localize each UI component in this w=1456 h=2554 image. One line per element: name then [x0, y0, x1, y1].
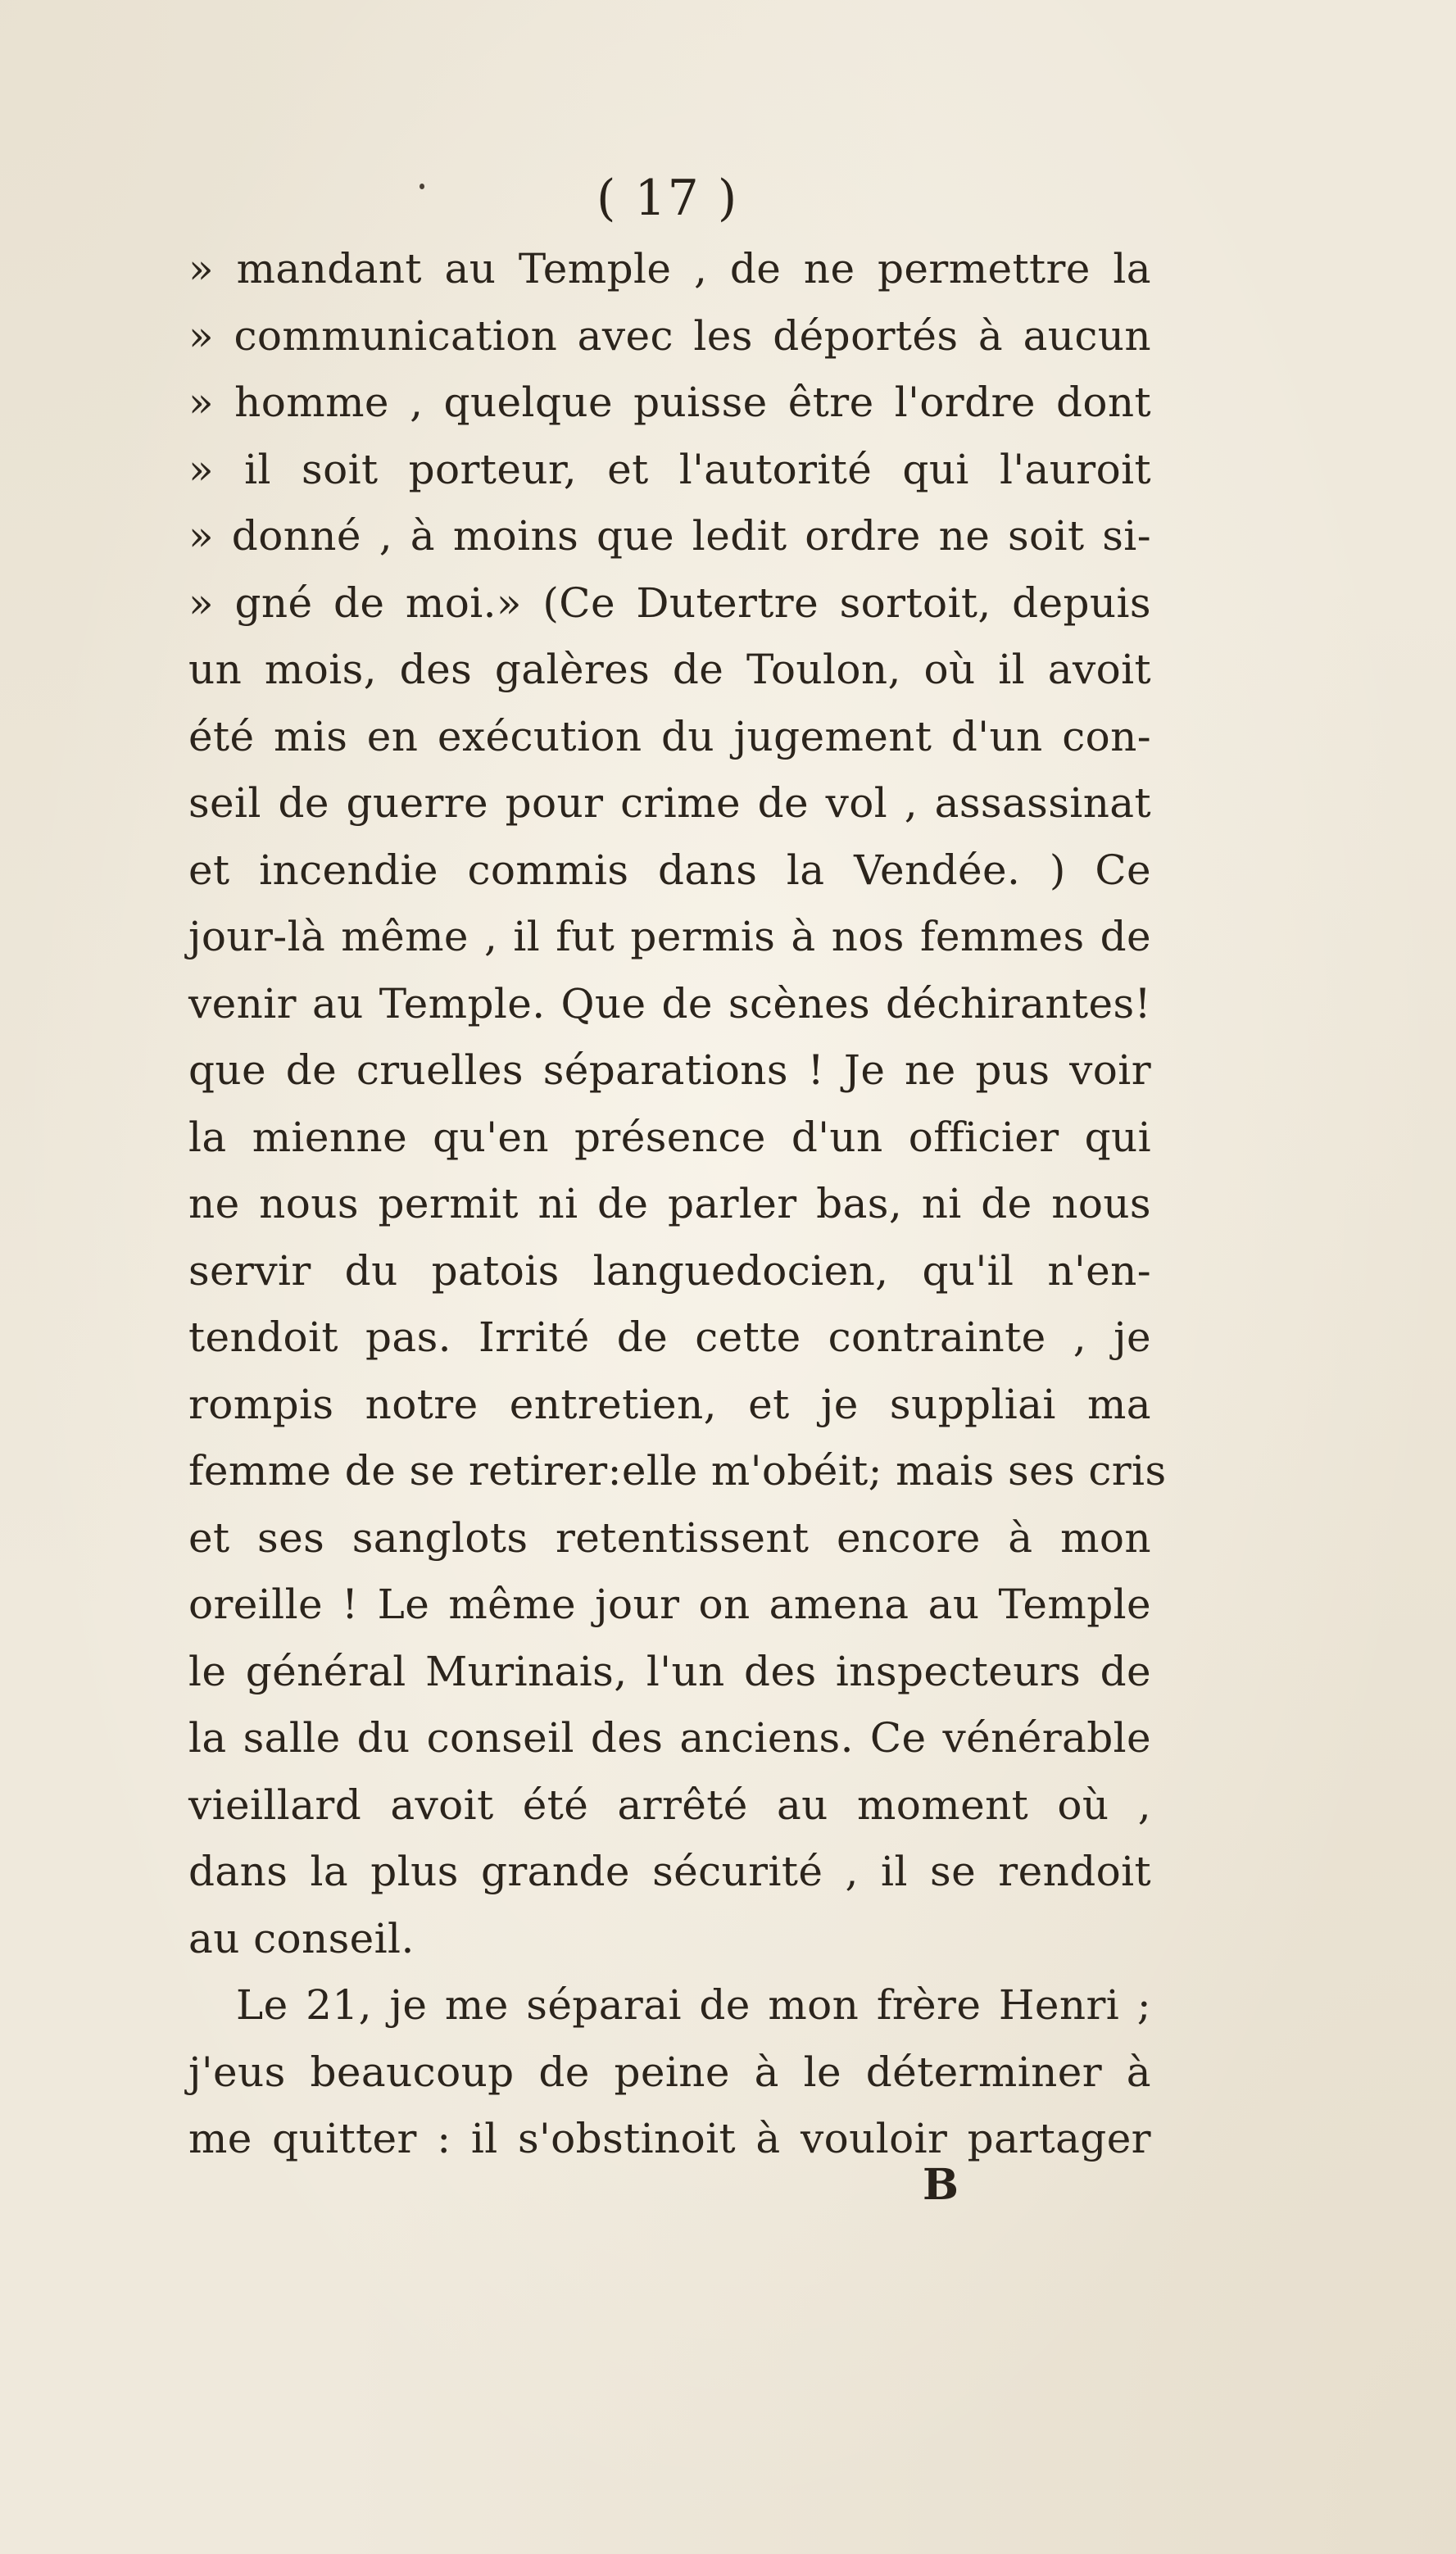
text-line: me quitter : il s'obstinoit à vouloir partager [188, 2115, 1151, 2162]
text-line: ne nous permit ni de parler bas, ni de nous [188, 1180, 1151, 1227]
text-line: » mandant au Temple , de ne permettre la [188, 245, 1151, 293]
text-line: tendoit pas. Irrité de cette contrainte , je [188, 1313, 1151, 1361]
text-line: j'eus beaucoup de peine à le déterminer à [188, 2048, 1151, 2096]
text-line: au conseil. [188, 1914, 415, 1962]
page-number: ( 17 ) [596, 170, 739, 227]
text-line: été mis en exécution du jugement d'un con- [188, 712, 1151, 760]
text-line: la mienne qu'en présence d'un officier qui [188, 1113, 1151, 1161]
text-line: femme de se retirer:elle m'obéit; mais ses cris [188, 1447, 1167, 1495]
text-line: le général Murinais, l'un des inspecteurs de [188, 1647, 1151, 1695]
text-line: la salle du conseil des anciens. Ce vénérable [188, 1714, 1151, 1762]
text-line: dans la plus grande sécurité , il se rendoit [188, 1848, 1151, 1895]
text-line: » gné de moi.» (Ce Dutertre sortoit, depuis [188, 578, 1151, 627]
text-line: » communication avec les déportés à aucun [188, 311, 1151, 360]
text-line: venir au Temple. Que de scènes déchirantes! [188, 979, 1151, 1027]
text-line: seil de guerre pour crime de vol , assassinat [188, 779, 1151, 827]
body-text [188, 236, 1167, 2173]
ink-speck [420, 184, 424, 189]
text-line: et ses sanglots retentissent encore à mon [188, 1513, 1151, 1562]
signature-mark: B [923, 2160, 959, 2210]
text-line: jour-là même , il fut permis à nos femmes de [188, 913, 1151, 960]
text-line: un mois, des galères de Toulon, où il avoit [188, 646, 1151, 693]
paragraph-1 [188, 236, 1167, 1972]
text-line: » donné , à moins que ledit ordre ne soit si- [188, 512, 1151, 560]
paragraph-2 [188, 1972, 1151, 2173]
text-line: rompis notre entretien, et je suppliai ma [188, 1380, 1151, 1428]
text-line: vieillard avoit été arrêté au moment où , [188, 1781, 1151, 1829]
text-line: que de cruelles séparations ! Je ne pus voir [188, 1046, 1151, 1094]
text-line: et incendie commis dans la Vendée. ) Ce [188, 846, 1151, 894]
text-line: Le 21, je me séparai de mon frère Henri ; [236, 1981, 1151, 2029]
text-line: servir du patois languedocien, qu'il n'en- [188, 1246, 1151, 1295]
text-line: » il soit porteur, et l'autorité qui l'auroit [188, 445, 1151, 493]
text-line: » homme , quelque puisse être l'ordre dont [188, 379, 1151, 426]
text-line: oreille ! Le même jour on amena au Temple [188, 1581, 1151, 1628]
